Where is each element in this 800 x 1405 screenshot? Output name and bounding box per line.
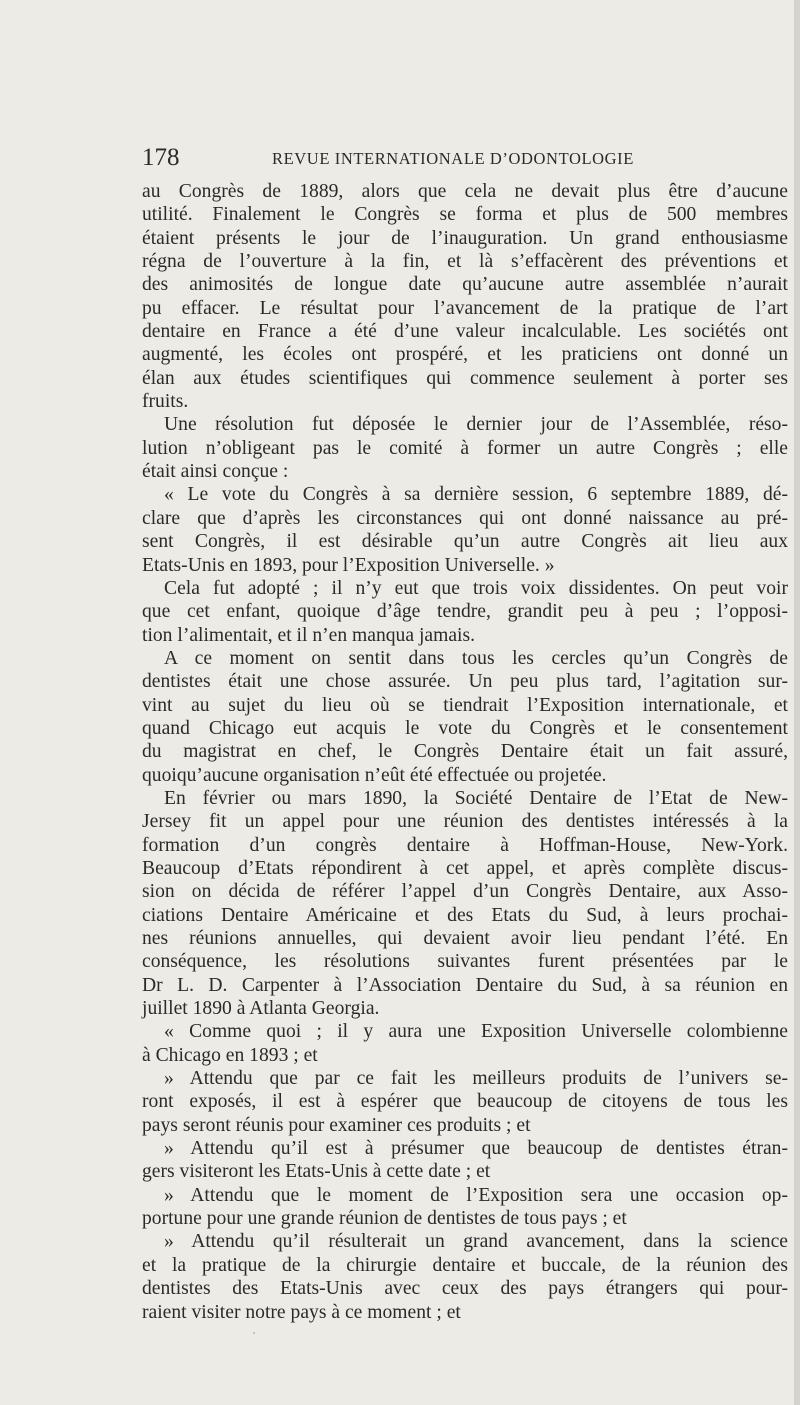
text-line: A ce moment on sentit dans tous les cercles qu’un Congrès de [164, 647, 788, 669]
text-line: lution n’obligeant pas le comité à former un autre Congrès ; elle [142, 437, 788, 459]
text-line: dentistes des Etats-Unis avec ceux des pays étrangers qui pour- [142, 1278, 788, 1300]
page-number: 178 [142, 144, 180, 171]
text-line: « Comme quoi ; il y aura une Exposition Universelle colombienne [164, 1021, 788, 1043]
running-title: REVUE INTERNATIONALE D’ODONTOLOGIE [272, 149, 634, 168]
body-text [142, 180, 788, 1324]
text-line: Jersey fit un appel pour une réunion des dentistes intéressés à la [142, 811, 788, 833]
text-line: portune pour une grande réunion de dentistes de tous pays ; et [142, 1208, 627, 1230]
text-line: juillet 1890 à Atlanta Georgia. [142, 998, 380, 1020]
text-line: était ainsi conçue : [142, 461, 289, 483]
text-line: « Le vote du Congrès à sa dernière session, 6 septembre 1889, dé- [164, 484, 788, 506]
text-line: quoiqu’aucune organisation n’eût été effectuée ou projetée. [142, 764, 607, 786]
text-line: sent Congrès, il est désirable qu’un autre Congrès ait lieu aux [142, 531, 788, 553]
text-line: ront exposés, il est à espérer que beaucoup de citoyens de tous les [142, 1091, 788, 1113]
text-line: dentistes était une chose assurée. Un peu plus tard, l’agitation sur- [142, 671, 788, 693]
text-line: pu effacer. Le résultat pour l’avancement de la pratique de l’art [142, 297, 788, 319]
text-line: Beaucoup d’Etats répondirent à cet appel, et après complète discus- [142, 857, 788, 879]
text-line: ciations Dentaire Américaine et des Etats du Sud, à leurs prochai- [142, 904, 788, 926]
text-line: des animosités de longue date qu’aucune autre assemblée n’aurait [142, 274, 788, 296]
text-line: régna de l’ouverture à la fin, et là s’effacèrent des préventions et [142, 251, 788, 273]
text-line: fruits. [142, 391, 189, 413]
text-line: gers visiteront les Etats-Unis à cette date ; et [142, 1161, 491, 1183]
text-line: Cela fut adopté ; il n’y eut que trois voix dissidentes. On peut voir [164, 577, 788, 599]
page-header [142, 143, 800, 173]
text-line: quand Chicago eut acquis le vote du Congrès et le consentement [142, 717, 788, 739]
text-line: dentaire en France a été d’une valeur incalculable. Les sociétés ont [142, 321, 788, 343]
text-line: » Attendu que par ce fait les meilleurs produits de l’univers se- [164, 1068, 788, 1090]
text-line: Dr L. D. Carpenter à l’Association Dentaire du Sud, à sa réunion en [142, 974, 788, 996]
text-line: » Attendu que le moment de l’Exposition sera une occasion op- [164, 1184, 788, 1206]
paper-speck [253, 1332, 255, 1334]
text-line: au Congrès de 1889, alors que cela ne devait plus être d’aucune [142, 181, 788, 202]
text-line: En février ou mars 1890, la Société Dentaire de l’Etat de New- [164, 787, 788, 809]
text-line: formation d’un congrès dentaire à Hoffman-House, New-York. [142, 834, 788, 856]
text-line: tion l’alimentait, et il n’en manqua jamais. [142, 624, 475, 646]
text-line: Une résolution fut déposée le dernier jour de l’Assemblée, réso- [164, 414, 788, 436]
text-line: que cet enfant, quoique d’âge tendre, grandit peu à peu ; l’opposi- [142, 601, 788, 623]
page-edge [794, 0, 800, 1405]
text-line: du magistrat en chef, le Congrès Dentaire était un fait assuré, [142, 741, 788, 763]
text-line: pays seront réunis pour examiner ces produits ; et [142, 1114, 531, 1136]
text-line: et la pratique de la chirurgie dentaire et buccale, de la réunion des [142, 1254, 788, 1276]
text-line: clare que d’après les circonstances qui ont donné naissance au pré- [142, 507, 788, 529]
text-line: » Attendu qu’il est à présumer que beaucoup de dentistes étran- [164, 1138, 788, 1160]
text-line: augmenté, les écoles ont prospéré, et les praticiens ont donné un [142, 344, 788, 366]
text-line: raient visiter notre pays à ce moment ; et [142, 1301, 461, 1323]
text-line: vint au sujet du lieu où se tiendrait l’Exposition internationale, et [142, 694, 788, 716]
text-line: utilité. Finalement le Congrès se forma et plus de 500 membres [142, 204, 788, 226]
text-line: sion on décida de référer l’appel d’un Congrès Dentaire, aux Asso- [142, 881, 788, 903]
text-line: Etats-Unis en 1893, pour l’Exposition Universelle. » [142, 554, 555, 576]
text-line: » Attendu qu’il résulterait un grand avancement, dans la science [164, 1231, 788, 1253]
text-line: nes réunions annuelles, qui devaient avoir lieu pendant l’été. En [142, 928, 788, 949]
text-line: étaient présents le jour de l’inauguration. Un grand enthousiasme [142, 227, 788, 249]
text-line: conséquence, les résolutions suivantes furent présentées par le [142, 951, 788, 973]
text-line: à Chicago en 1893 ; et [142, 1044, 318, 1066]
text-line: élan aux études scientifiques qui commence seulement à porter ses [142, 367, 788, 389]
